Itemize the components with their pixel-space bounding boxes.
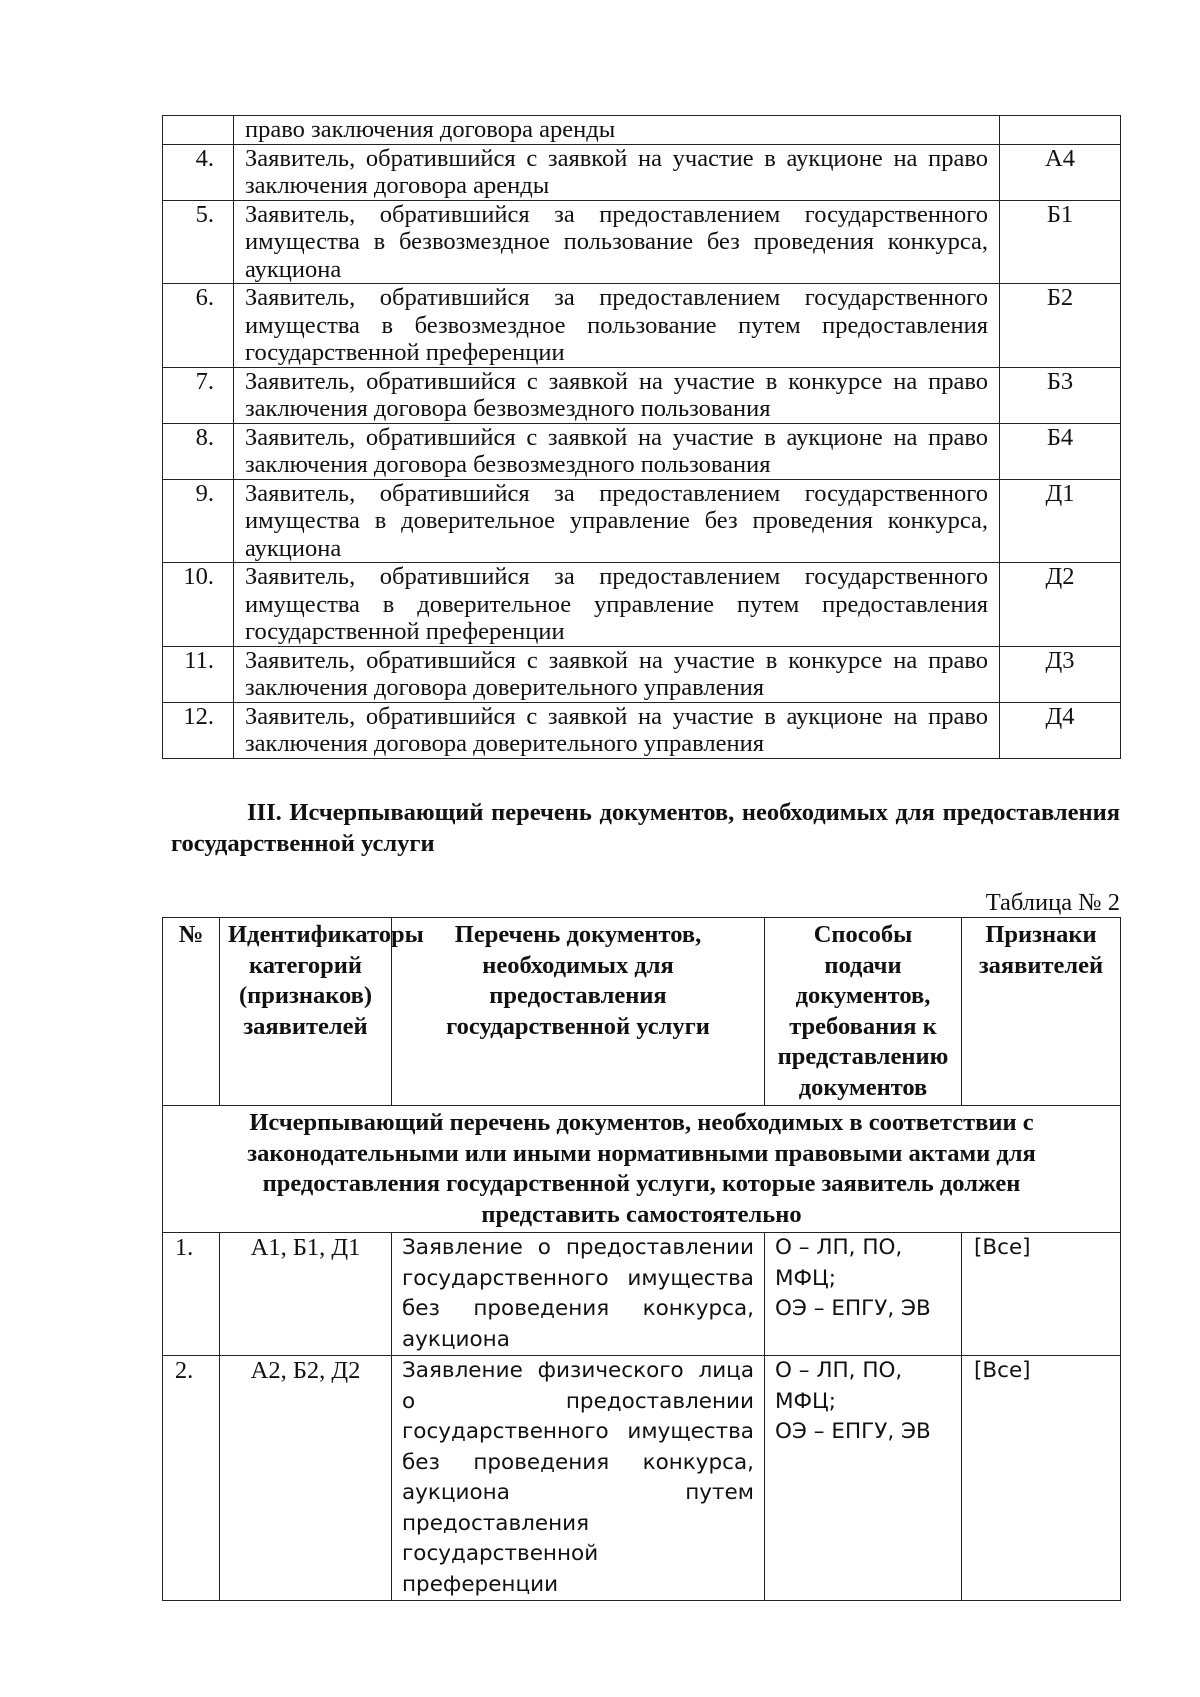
row-number: 10. — [163, 563, 234, 647]
category-description: Заявитель, обратившийся за предоставлением государственного имущества в безвозмездное пользование путем предоставления государственной преференции — [234, 284, 1000, 368]
category-code: Д2 — [1000, 563, 1121, 647]
header-submission-methods: Способы подачи документов, требования к представлению документов — [765, 918, 962, 1106]
table-row — [163, 479, 1121, 563]
row-number — [163, 116, 234, 145]
category-code: Д4 — [1000, 702, 1121, 758]
row-applicant-features: [Все] — [962, 1233, 1121, 1356]
row-document: Заявление о предоставлении государственного имущества без проведения конкурса, аукциона — [392, 1233, 765, 1356]
header-applicant-features: Признаки заявителей — [962, 918, 1121, 1106]
header-number: № — [163, 918, 220, 1106]
table-caption: Таблица № 2 — [985, 889, 1120, 916]
row-number: 6. — [163, 284, 234, 368]
table-row — [163, 563, 1121, 647]
row-document: Заявление физического лица о предоставлении государственного имущества без проведения конкурса, аукциона путем предоставления государственной преференции — [392, 1356, 765, 1601]
row-identifiers: А1, Б1, Д1 — [220, 1233, 392, 1356]
row-number: 12. — [163, 702, 234, 758]
table-row — [163, 116, 1121, 145]
row-number: 8. — [163, 423, 234, 479]
category-code: Д3 — [1000, 646, 1121, 702]
header-identifiers: Идентификаторы категорий (признаков) заявителей — [220, 918, 392, 1106]
row-number: 4. — [163, 144, 234, 200]
category-code: Б1 — [1000, 200, 1121, 284]
category-code: Б3 — [1000, 367, 1121, 423]
category-description: Заявитель, обратившийся с заявкой на участие в конкурсе на право заключения договора безвозмездного пользования — [234, 367, 1000, 423]
group-title: Исчерпывающий перечень документов, необходимых в соответствии с законодательными или иными нормативными правовыми актами для предоставления государственной услуги, которые заявитель должен представить самостоятельно — [163, 1106, 1121, 1233]
row-identifiers: А2, Б2, Д2 — [220, 1356, 392, 1601]
documents-table — [162, 917, 1121, 1601]
row-submission-methods — [765, 1233, 962, 1356]
category-code: А4 — [1000, 144, 1121, 200]
table-row — [163, 1356, 1121, 1601]
row-number: 5. — [163, 200, 234, 284]
row-number: 1. — [163, 1233, 220, 1356]
category-description: Заявитель, обратившийся за предоставлением государственного имущества в доверительное управление путем предоставления государственной преференции — [234, 563, 1000, 647]
category-code: Б4 — [1000, 423, 1121, 479]
category-description: Заявитель, обратившийся с заявкой на участие в аукционе на право заключения договора безвозмездного пользования — [234, 423, 1000, 479]
submission-method-line: ОЭ – ЕПГУ, ЭВ — [775, 1296, 931, 1321]
table-row — [163, 367, 1121, 423]
category-description: Заявитель, обратившийся за предоставлением государственного имущества в доверительное управление без проведения конкурса, аукциона — [234, 479, 1000, 563]
row-number: 2. — [163, 1356, 220, 1601]
category-description: Заявитель, обратившийся с заявкой на участие в аукционе на право заключения договора аренды — [234, 144, 1000, 200]
row-submission-methods — [765, 1356, 962, 1601]
submission-method-line: О – ЛП, ПО, МФЦ; — [775, 1358, 903, 1414]
submission-method-line: ОЭ – ЕПГУ, ЭВ — [775, 1419, 931, 1444]
category-code: Д1 — [1000, 479, 1121, 563]
category-description: Заявитель, обратившийся за предоставлением государственного имущества в безвозмездное пользование без проведения конкурса, аукциона — [234, 200, 1000, 284]
row-applicant-features: [Все] — [962, 1356, 1121, 1601]
group-row — [163, 1106, 1121, 1233]
table-header-row — [163, 918, 1121, 1106]
table-row — [163, 284, 1121, 368]
table-row — [163, 423, 1121, 479]
category-code: Б2 — [1000, 284, 1121, 368]
applicant-categories-table — [162, 115, 1121, 759]
category-description: Заявитель, обратившийся с заявкой на участие в конкурсе на право заключения договора доверительного управления — [234, 646, 1000, 702]
submission-method-line: О – ЛП, ПО, МФЦ; — [775, 1235, 903, 1291]
header-documents: Перечень документов, необходимых для предоставления государственной услуги — [392, 918, 765, 1106]
table-row — [163, 1233, 1121, 1356]
category-description: право заключения договора аренды — [234, 116, 1000, 145]
table-row — [163, 702, 1121, 758]
table-row — [163, 200, 1121, 284]
row-number: 9. — [163, 479, 234, 563]
row-number: 11. — [163, 646, 234, 702]
category-code — [1000, 116, 1121, 145]
table-row — [163, 646, 1121, 702]
section-heading: III. Исчерпывающий перечень документов, необходимых для предоставления государственной услуги — [171, 799, 1120, 857]
table-row — [163, 144, 1121, 200]
row-number: 7. — [163, 367, 234, 423]
category-description: Заявитель, обратившийся с заявкой на участие в аукционе на право заключения договора доверительного управления — [234, 702, 1000, 758]
